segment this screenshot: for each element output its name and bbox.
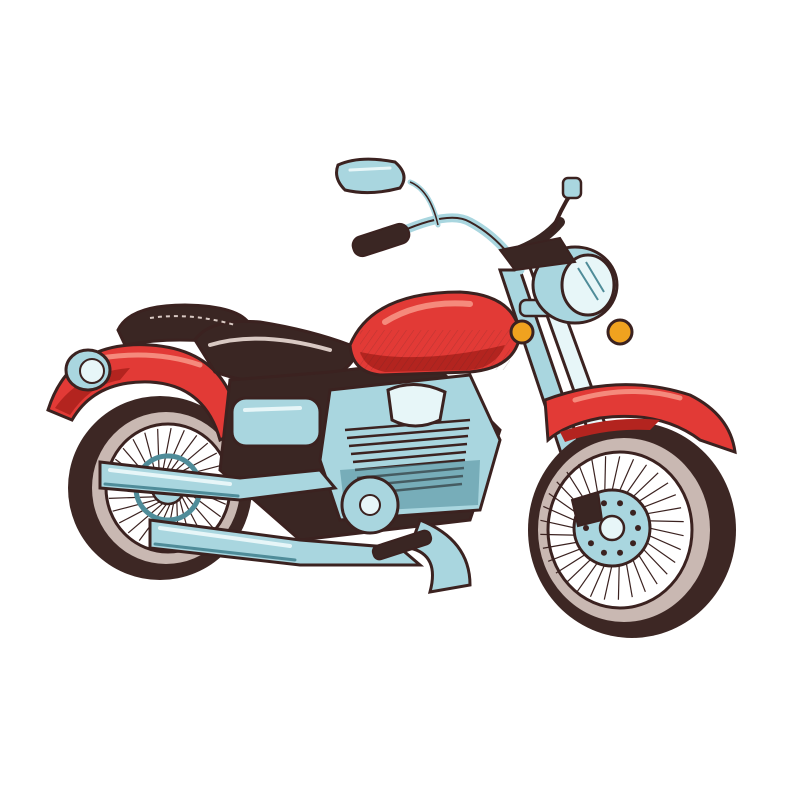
disc-hole bbox=[617, 500, 623, 506]
turn-signal-right bbox=[608, 320, 632, 344]
disc-hole bbox=[583, 525, 589, 531]
disc-hole bbox=[630, 510, 636, 516]
left-mirror-shine bbox=[350, 168, 390, 170]
engine bbox=[320, 375, 500, 533]
header-pipe bbox=[410, 520, 470, 592]
disc-hole bbox=[601, 550, 607, 556]
disc-hole bbox=[630, 540, 636, 546]
disc-hole bbox=[588, 540, 594, 546]
disc-hole bbox=[635, 525, 641, 531]
front-wheel bbox=[528, 422, 736, 638]
air-cleaner bbox=[388, 384, 445, 426]
disc-hole bbox=[601, 500, 607, 506]
tail-light bbox=[66, 350, 110, 390]
engine-cover-bolt bbox=[360, 495, 380, 515]
left-grip bbox=[350, 222, 411, 259]
front-hub bbox=[600, 516, 624, 540]
disc-hole bbox=[617, 550, 623, 556]
fuel-tank-hatch bbox=[360, 330, 510, 370]
right-mirror bbox=[563, 178, 581, 198]
left-mirror bbox=[337, 159, 404, 192]
side-cover-shine bbox=[245, 408, 300, 410]
tail-light-lens bbox=[80, 359, 104, 383]
fuel-tank bbox=[350, 292, 520, 375]
side-cover bbox=[232, 398, 320, 446]
handlebars bbox=[337, 159, 581, 270]
turn-signal-left bbox=[511, 321, 533, 343]
